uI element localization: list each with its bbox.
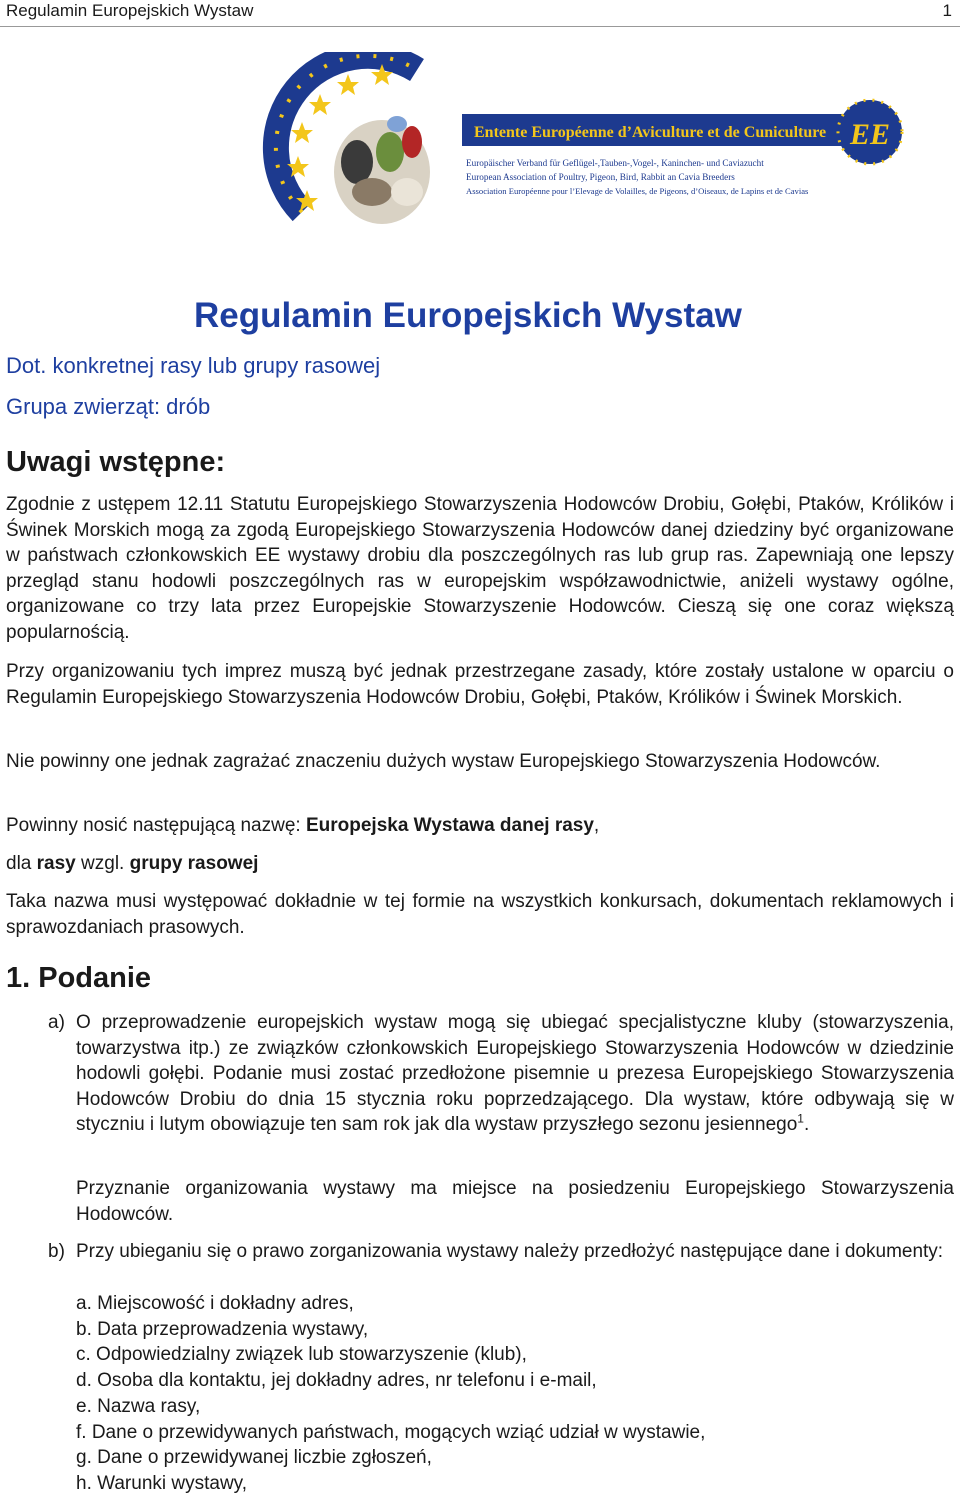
logo-line-3: Association Européenne pour l’Elevage de Volailles, de Pigeons, d’Oiseaux, de Lapins et de Cavias — [466, 186, 809, 196]
naming-prefix: Powinny nosić następującą nazwę: — [6, 815, 306, 836]
naming-bold: Europejska Wystawa danej rasy — [305, 815, 594, 836]
section-1-heading: 1. Podanie — [6, 962, 152, 994]
list-item: b. Data przeprowadzenia wystawy, — [76, 1318, 369, 1340]
item-a-text — [76, 1010, 954, 1138]
requirements-list — [76, 1291, 705, 1497]
list-item: d. Osoba dla kontaktu, jej dokładny adres, nr telefonu i e-mail, — [76, 1370, 597, 1392]
breed-bold: rasy — [36, 853, 76, 874]
item-a — [48, 1010, 954, 1138]
list-item: g. Dane o przewidywanej liczbie zgłoszeń, — [76, 1447, 432, 1469]
naming-suffix: , — [593, 815, 600, 836]
document-title: Regulamin Europejskich Wystaw — [194, 296, 742, 335]
item-b-marker: b) — [48, 1241, 65, 1262]
footnote-ref[interactable]: 1 — [797, 1111, 804, 1126]
paragraph-name-usage: Taka nazwa musi występować dokładnie w tej formie na wszystkich konkursach, dokumentach reklamowych i sprawozdaniach prasowych. — [6, 891, 954, 938]
logo-name: Entente Européenne d’Aviculture et de Cuniculture — [474, 124, 827, 141]
list-item: e. Nazwa rasy, — [76, 1395, 201, 1417]
animals-image — [334, 116, 430, 224]
subtitle-group: Grupa zwierząt: drób — [6, 394, 211, 419]
logo-line-2: European Association of Poultry, Pigeon, Bird, Rabbit an Cavia Breeders — [466, 172, 735, 182]
ee-logo — [262, 52, 956, 252]
breed-prefix: dla — [6, 853, 37, 874]
item-b-text: Przy ubieganiu się o prawo zorganizowania wystawy należy przedłożyć następujące dane i dokumenty: — [76, 1241, 944, 1262]
paragraph-rules: Przy organizowaniu tych imprez muszą być jednak przestrzegane zasady, które zostały ustalone w oparciu o Regulamin Europejskiego Stowarzyszenia Hodowców Drobiu, Gołębi, Ptaków, Królików i Świnek Morskich. — [6, 661, 954, 708]
list-item: c. Odpowiedzialny związek lub stowarzyszenie (klub), — [76, 1344, 527, 1366]
item-b — [48, 1239, 954, 1265]
item-a-end: . — [803, 1114, 810, 1135]
item-a-paragraph-2: Przyznanie organizowania wystawy ma miejsce na posiedzeniu Europejskiego Stowarzyszenia Hodowców. — [76, 1178, 954, 1225]
list-item: a. Miejscowość i dokładny adres, — [76, 1293, 354, 1314]
breed-middle: wzgl. — [75, 853, 130, 874]
paragraph-naming — [6, 813, 954, 839]
page-header — [0, 0, 960, 27]
item-a-body: O przeprowadzenie europejskich wystaw mogą się ubiegać specjalistyczne kluby (stowarzyszenia, towarzystwa itp.) ze związków członkowskich Europejskiego Stowarzyszenia Hodowców w dziedzinie hodowli gołębi. Podanie musi zostać przedłożone pisemnie u prezesa Europejskiego Stowarzyszenia Hodowców Drobiu do dnia 15 stycznia roku poprzedzającego. Dla wystaw, które odbywają się w styczniu i lutym obowiązuje ten sam rok jak dla wystaw przyszłego sezonu jesiennego — [76, 1012, 954, 1135]
paragraph-intro: Zgodnie z ustępem 12.11 Statutu Europejskiego Stowarzyszenia Hodowców Drobiu, Gołębi, Ptaków, Królików i Świnek Morskich mogą za zgodą Europejskiego Stowarzyszenia Hodowców danej dziedziny być organizowane w państwach członkowskich EE wystawy drobiu dla poszczególnych ras lub grup ras. Zapewniają one lepszy przegląd stanu hodowli poszczególnych ras w europejskim współzawodnictwie, aniżeli wystawy ogólne, organizowane co trzy lata przez Europejskie Stowarzyszenie Hodowców. Cieszą się one coraz większą popularnością. — [6, 494, 954, 643]
list-item: f. Dane o przewidywanych państwach, mogących wziąć udział w wystawie, — [76, 1421, 706, 1443]
page-number: 1 — [942, 1, 952, 20]
paragraph-breed — [6, 851, 954, 877]
logo-line-1: Europäischer Verband für Geflügel-,Tauben-,Vogel-, Kaninchen- und Caviazucht — [466, 158, 764, 168]
item-a-marker: a) — [48, 1012, 65, 1033]
logo-badge: EE — [850, 118, 891, 151]
header-title: Regulamin Europejskich Wystaw — [6, 1, 254, 20]
list-item: h. Warunki wystawy, — [76, 1472, 248, 1494]
paragraph-warning: Nie powinny one jednak zagrażać znaczeniu dużych wystaw Europejskiego Stowarzyszenia Hodowców. — [6, 751, 881, 772]
intro-heading: Uwagi wstępne: — [6, 446, 226, 478]
subtitle-breed: Dot. konkretnej rasy lub grupy rasowej — [6, 353, 381, 378]
group-bold: grupy rasowej — [129, 853, 259, 874]
